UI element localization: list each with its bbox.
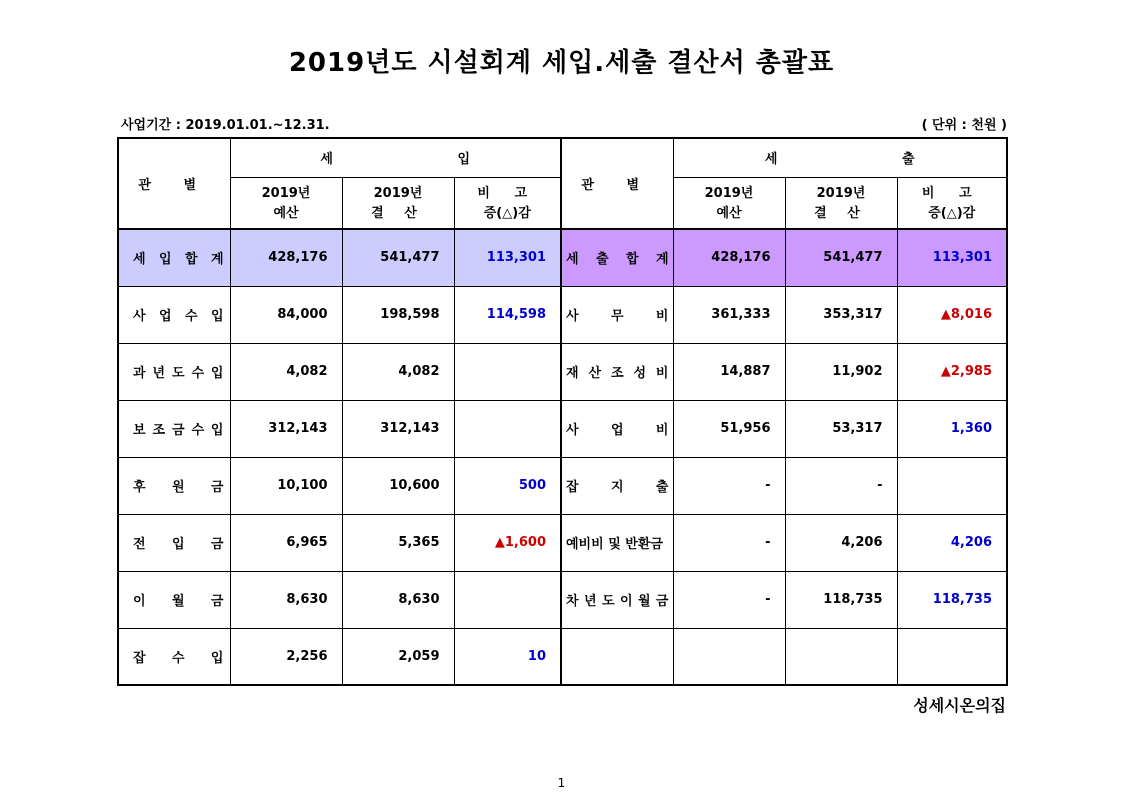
- income-settle-cell: 541,477: [342, 229, 454, 286]
- income-budget-cell: 6,965: [230, 514, 342, 571]
- income-diff-header: 비 고 증(△)감: [454, 177, 561, 229]
- expense-budget-cell: -: [673, 457, 785, 514]
- expense-settle-cell: 118,735: [785, 571, 897, 628]
- expense-diff-header: 비 고 증(△)감: [897, 177, 1007, 229]
- row-label: 차 년 도 이 월 금: [561, 571, 673, 628]
- income-diff-cell: 10: [454, 628, 561, 685]
- expense-diff-cell: 1,360: [897, 400, 1007, 457]
- expense-diff-cell: ▲2,985: [897, 343, 1007, 400]
- expense-diff-cell: 113,301: [897, 229, 1007, 286]
- income-budget-cell: 84,000: [230, 286, 342, 343]
- table-row: [118, 571, 1007, 628]
- income-settle-cell: 312,143: [342, 400, 454, 457]
- row-label: [561, 628, 673, 685]
- income-settle-cell: 4,082: [342, 343, 454, 400]
- expense-diff-cell: 4,206: [897, 514, 1007, 571]
- business-period: 사업기간 : 2019.01.01.~12.31.: [121, 118, 330, 133]
- expense-settle-cell: -: [785, 457, 897, 514]
- page-number: 1: [557, 776, 566, 790]
- expense-diff-cell: 118,735: [897, 571, 1007, 628]
- table-row: [118, 400, 1007, 457]
- organization-name: 성세시온의집: [913, 696, 1006, 715]
- income-settle-cell: 10,600: [342, 457, 454, 514]
- income-budget-cell: 428,176: [230, 229, 342, 286]
- income-diff-cell: 113,301: [454, 229, 561, 286]
- expense-settle-cell: 541,477: [785, 229, 897, 286]
- row-label: 사 업 비: [561, 400, 673, 457]
- income-diff-cell: [454, 571, 561, 628]
- income-settle-cell: 198,598: [342, 286, 454, 343]
- unit-note: ( 단위 : 천원 ): [921, 118, 1007, 133]
- income-budget-cell: 312,143: [230, 400, 342, 457]
- income-diff-cell: ▲1,600: [454, 514, 561, 571]
- table-row-total: [118, 229, 1007, 286]
- expense-diff-cell: [897, 628, 1007, 685]
- row-label: 이 월 금: [118, 571, 230, 628]
- income-budget-cell: 10,100: [230, 457, 342, 514]
- expense-budget-cell: [673, 628, 785, 685]
- document-title: 2019년도 시설회계 세입.세출 결산서 총괄표: [288, 48, 835, 78]
- expense-budget-cell: 51,956: [673, 400, 785, 457]
- table-row: [118, 457, 1007, 514]
- expense-budget-cell: -: [673, 571, 785, 628]
- row-label: 재 산 조 성 비: [561, 343, 673, 400]
- row-label: 전 입 금: [118, 514, 230, 571]
- row-label: 예비비 및 반환금: [561, 514, 673, 571]
- expense-settle-cell: [785, 628, 897, 685]
- income-budget-cell: 2,256: [230, 628, 342, 685]
- table-row: [118, 514, 1007, 571]
- row-label: 세 출 합 계: [561, 229, 673, 286]
- income-category-header: 관 별: [118, 138, 230, 229]
- expense-settle-cell: 53,317: [785, 400, 897, 457]
- row-label: 후 원 금: [118, 457, 230, 514]
- row-label: 보 조 금 수 입: [118, 400, 230, 457]
- expense-budget-cell: 428,176: [673, 229, 785, 286]
- income-group-header: 세 입: [230, 138, 561, 177]
- income-settle-cell: 2,059: [342, 628, 454, 685]
- income-settle-cell: 5,365: [342, 514, 454, 571]
- expense-diff-cell: ▲8,016: [897, 286, 1007, 343]
- income-diff-cell: 114,598: [454, 286, 561, 343]
- header-row-1: [118, 138, 1007, 177]
- row-label: 과 년 도 수 입: [118, 343, 230, 400]
- expense-category-header: 관 별: [561, 138, 673, 229]
- expense-budget-header: 2019년 예산: [673, 177, 785, 229]
- income-diff-cell: [454, 400, 561, 457]
- table-row: [118, 628, 1007, 685]
- settlement-summary-table: [117, 137, 1008, 686]
- row-label: 세 입 합 계: [118, 229, 230, 286]
- income-budget-header: 2019년 예산: [230, 177, 342, 229]
- expense-budget-cell: 361,333: [673, 286, 785, 343]
- row-label: 사 무 비: [561, 286, 673, 343]
- row-label: 잡 지 출: [561, 457, 673, 514]
- expense-settle-cell: 4,206: [785, 514, 897, 571]
- income-settle-cell: 8,630: [342, 571, 454, 628]
- row-label: 사 업 수 입: [118, 286, 230, 343]
- table-row: [118, 343, 1007, 400]
- expense-settle-header: 2019년 결 산: [785, 177, 897, 229]
- expense-settle-cell: 11,902: [785, 343, 897, 400]
- income-budget-cell: 4,082: [230, 343, 342, 400]
- income-settle-header: 2019년 결 산: [342, 177, 454, 229]
- expense-budget-cell: 14,887: [673, 343, 785, 400]
- income-diff-cell: 500: [454, 457, 561, 514]
- expense-settle-cell: 353,317: [785, 286, 897, 343]
- table-row: [118, 286, 1007, 343]
- income-budget-cell: 8,630: [230, 571, 342, 628]
- income-diff-cell: [454, 343, 561, 400]
- expense-diff-cell: [897, 457, 1007, 514]
- expense-budget-cell: -: [673, 514, 785, 571]
- expense-group-header: 세 출: [673, 138, 1007, 177]
- row-label: 잡 수 입: [118, 628, 230, 685]
